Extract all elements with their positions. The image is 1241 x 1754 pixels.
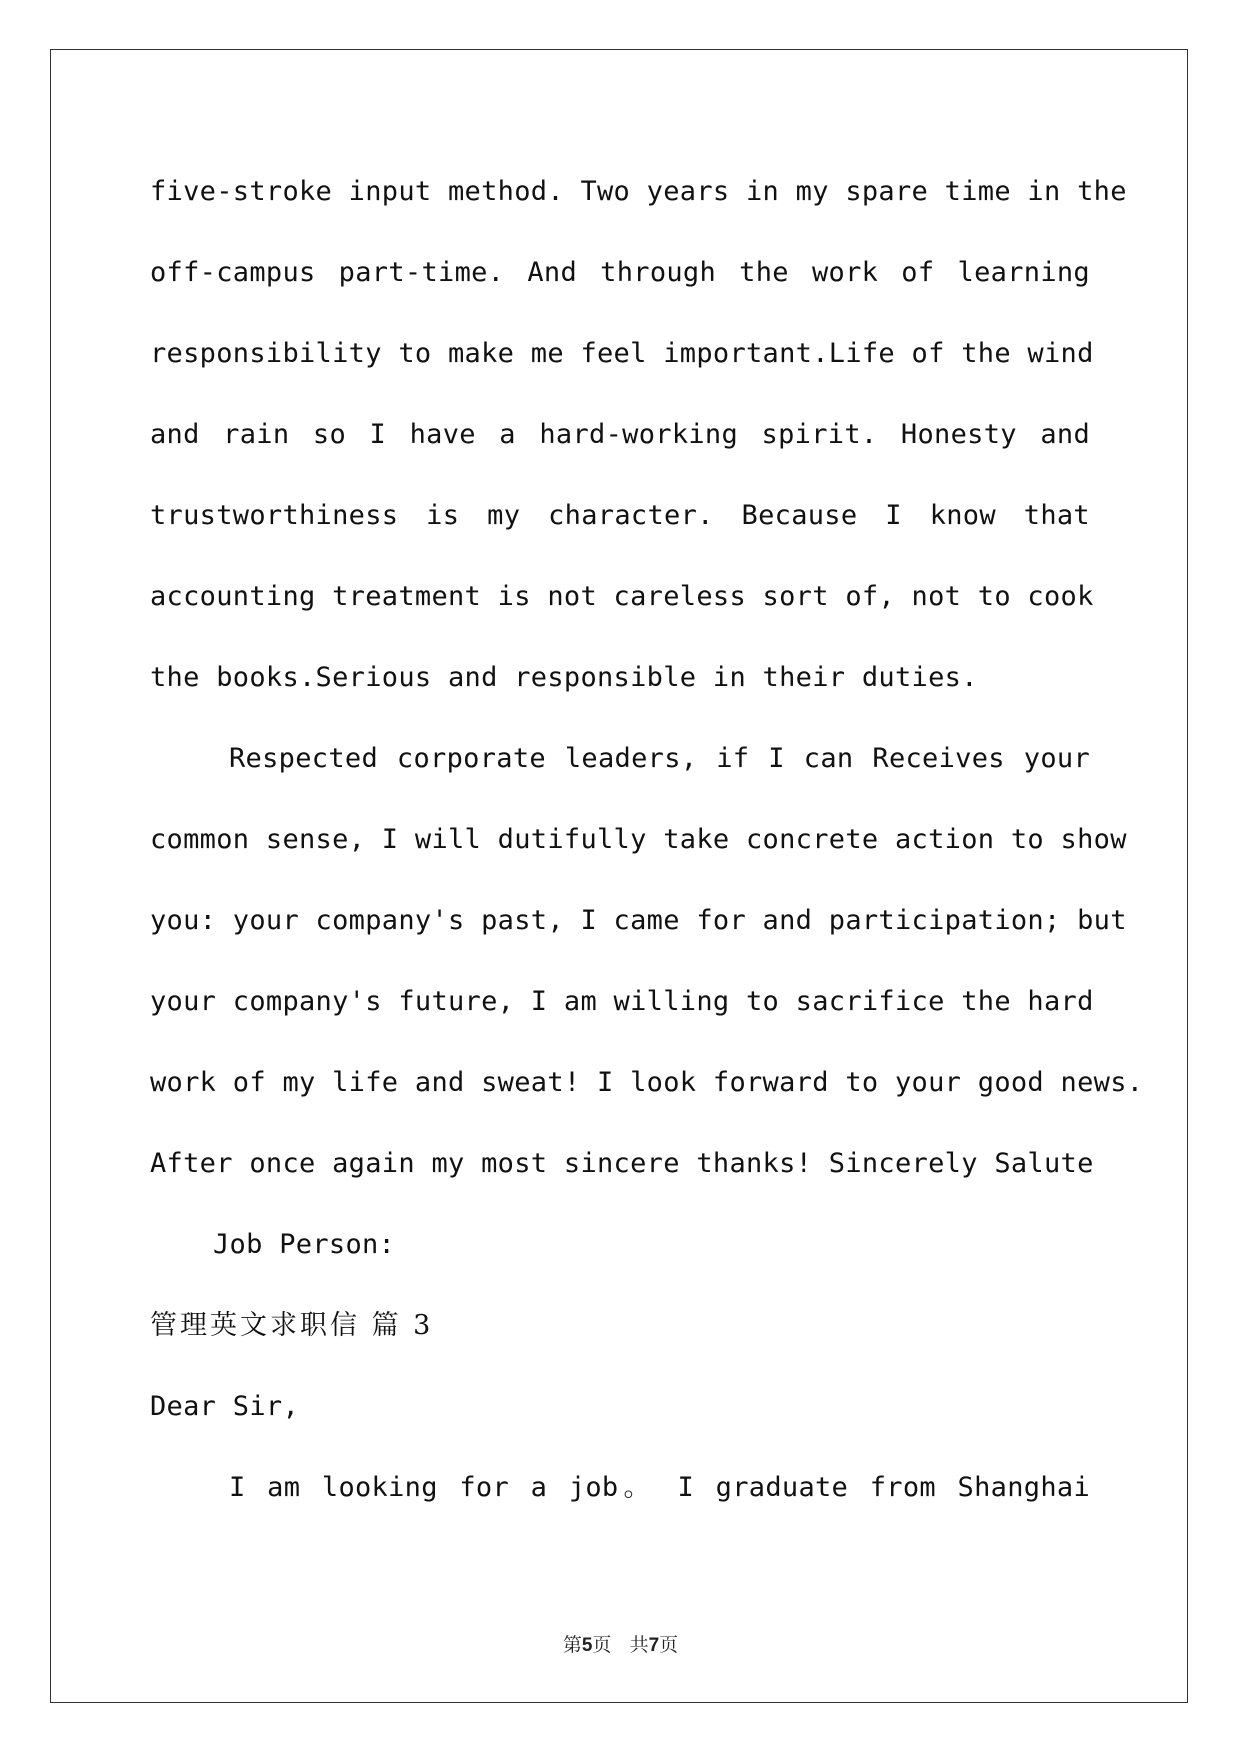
body-line-5: trustworthiness is my character. Because I know that xyxy=(150,500,1090,531)
body-line-1: five-stroke input method. Two years in my spare time in the xyxy=(150,176,1127,207)
footer-page-suffix: 页 xyxy=(592,1634,612,1656)
body-line-12: work of my life and sweat! I look forward to your good news. xyxy=(150,1067,1144,1098)
body-line-6: accounting treatment is not careless sort of, not to cook xyxy=(150,581,1094,612)
body-line-7: the books.Serious and responsible in their duties. xyxy=(150,662,978,693)
footer-current-page: 5 xyxy=(581,1635,593,1656)
body-line-8: Respected corporate leaders, if I can Receives your xyxy=(229,743,1090,774)
body-line-9: common sense, I will dutifully take concrete action to show xyxy=(150,824,1127,855)
body-line-10: you: your company's past, I came for and participation; but xyxy=(150,905,1127,936)
body-line-4: and rain so I have a hard-working spirit. Honesty and xyxy=(150,419,1090,450)
page-frame xyxy=(50,49,1188,1703)
footer-prefix: 第 xyxy=(562,1634,582,1656)
signature-label: Job Person: xyxy=(213,1229,396,1260)
page-footer xyxy=(0,1630,1241,1657)
footer-total-prefix: 共 xyxy=(629,1634,649,1656)
footer-total-suffix: 页 xyxy=(659,1634,679,1656)
body-line-17: I am looking for a job。 I graduate from Shanghai xyxy=(229,1472,1090,1503)
body-line-2: off-campus part-time. And through the work of learning xyxy=(150,257,1090,288)
body-line-3: responsibility to make me feel important.Life of the wind xyxy=(150,338,1094,369)
footer-total-pages: 7 xyxy=(648,1635,660,1656)
salutation: Dear Sir, xyxy=(150,1391,299,1422)
body-line-13: After once again my most sincere thanks! Sincerely Salute xyxy=(150,1148,1094,1179)
body-line-11: your company's future, I am willing to sacrifice the hard xyxy=(150,986,1094,1017)
section-heading: 管理英文求职信 篇 3 xyxy=(150,1310,434,1341)
